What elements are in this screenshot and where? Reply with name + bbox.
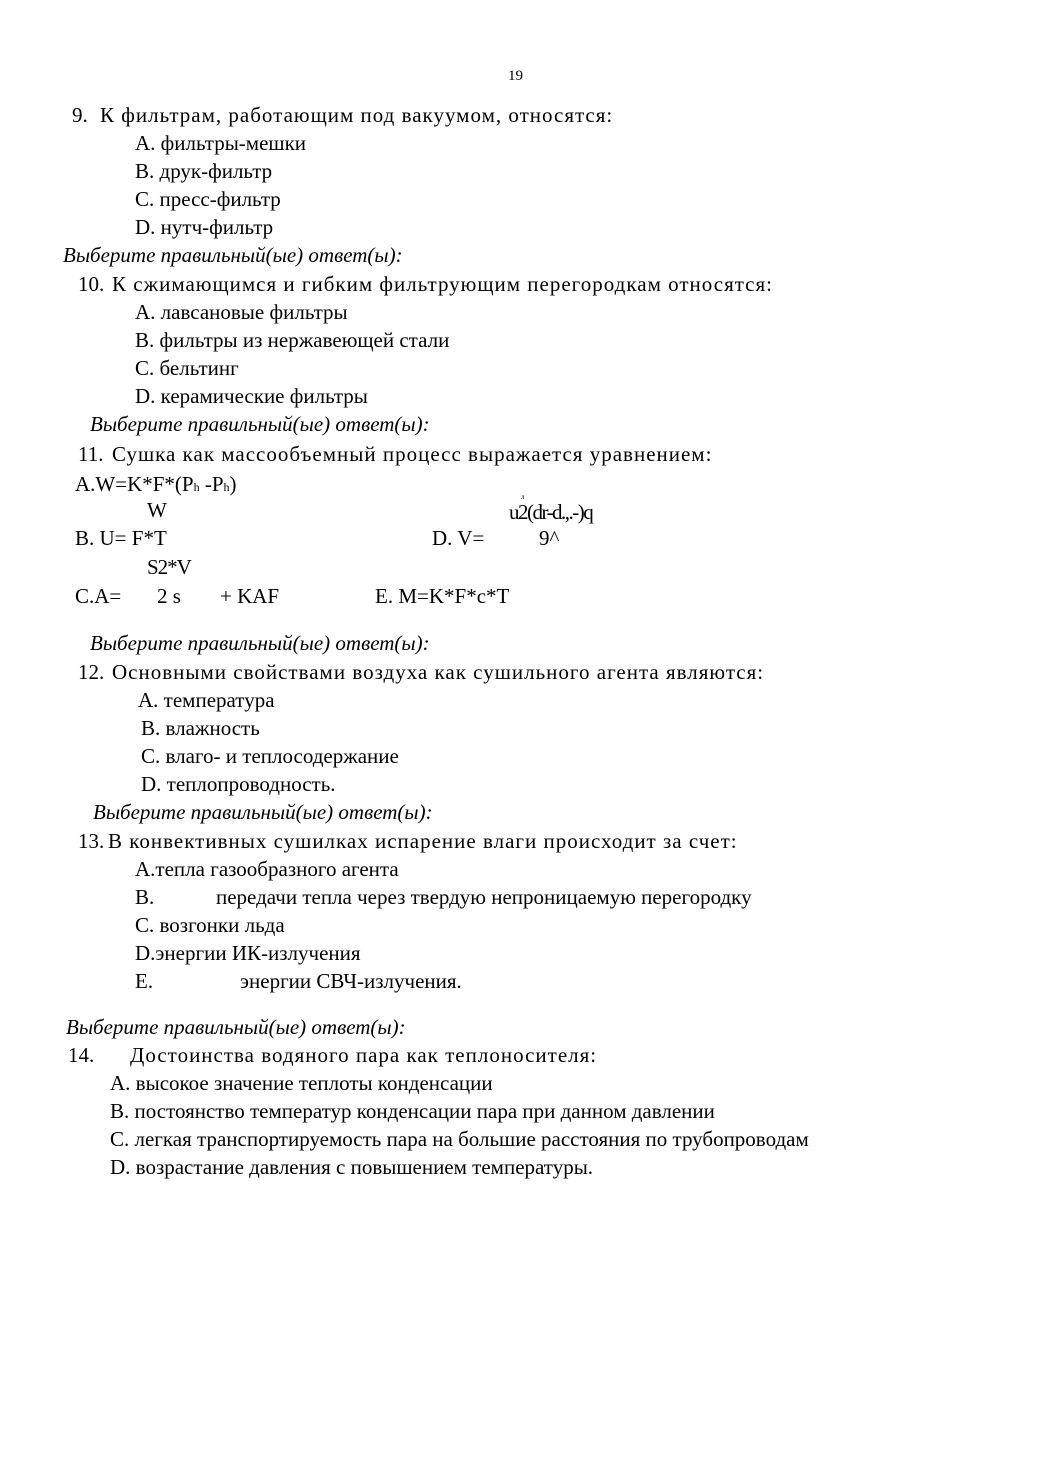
q10-option-c: C. бельтинг	[135, 356, 239, 380]
question-11-text: Сушка как массообъемный процесс выражается уравнением:	[112, 442, 713, 466]
formula-c-denominator: 2 s	[157, 584, 181, 608]
q9-option-b: B. друк-фильтр	[135, 159, 273, 183]
q12-option-a: A. температура	[138, 688, 275, 712]
q9-option-d: D. нутч-фильтр	[135, 215, 274, 239]
formula-b-numerator: W	[147, 498, 167, 522]
formula-a-sub-1: h	[193, 480, 200, 494]
answer-prompt: Выберите правильный(ые) ответ(ы):	[90, 412, 430, 436]
q14-option-c: C. легкая транспортируемость пара на большие расстояния по трубопроводам	[110, 1127, 809, 1151]
question-11-number: 11.	[78, 442, 104, 466]
answer-prompt: Выберите правильный(ые) ответ(ы):	[66, 1015, 406, 1039]
q10-option-d: D. керамические фильтры	[135, 384, 368, 408]
formula-a-main: A.W=K*F*(P	[75, 472, 194, 496]
question-9-number: 9.	[72, 103, 88, 127]
q13-option-b-letter: B.	[135, 885, 155, 909]
formula-d-mark: л	[521, 493, 525, 501]
answer-prompt: Выберите правильный(ые) ответ(ы):	[63, 243, 403, 267]
formula-a-end: )	[229, 472, 237, 496]
formula-b: B. U= F*T	[75, 526, 167, 550]
q12-option-c: C. влаго- и теплосодержание	[141, 744, 399, 768]
formula-a-mid: -P	[199, 472, 224, 496]
answer-prompt: Выберите правильный(ые) ответ(ы):	[93, 800, 433, 824]
q10-option-a: A. лавсановые фильтры	[135, 300, 348, 324]
question-10-text: К сжимающимся и гибким фильтрующим перегородкам относятся:	[112, 272, 773, 296]
q14-option-d: D. возрастание давления с повышением температуры.	[110, 1155, 594, 1179]
q13-option-e-letter: E.	[135, 969, 154, 993]
q13-option-e-text: энергии СВЧ-излучения.	[240, 969, 462, 993]
formula-d: D. V=	[432, 526, 485, 550]
question-14-text: Достоинства водяного пара как теплоносителя:	[130, 1043, 598, 1067]
question-10-number: 10.	[78, 272, 105, 296]
q14-option-a: A. высокое значение теплоты конденсации	[110, 1071, 493, 1095]
question-12-text: Основными свойствами воздуха как сушильного агента являются:	[112, 660, 765, 684]
q9-option-a: A. фильтры-мешки	[135, 131, 307, 155]
q12-option-d: D. теплопроводность.	[141, 772, 336, 796]
formula-a	[75, 472, 237, 499]
q13-option-c: C. возгонки льда	[135, 913, 285, 937]
answer-prompt: Выберите правильный(ые) ответ(ы):	[90, 631, 430, 655]
question-12-number: 12.	[78, 660, 105, 684]
formula-c-numerator: S2*V	[147, 555, 191, 579]
question-13-text: В конвективных сушилках испарение влаги происходит за счет:	[108, 829, 738, 853]
question-14-number: 14.	[68, 1043, 95, 1067]
formula-c-right: + KAF	[220, 584, 280, 608]
question-13-number: 13.	[78, 829, 105, 853]
q14-option-b: B. постоянство температур конденсации пара при данном давлении	[110, 1099, 715, 1123]
q12-option-b: B. влажность	[141, 716, 260, 740]
q13-option-b-text: передачи тепла через твердую непроницаемую перегородку	[216, 885, 752, 909]
q9-option-c: C. пресс-фильтр	[135, 187, 281, 211]
formula-d-numerator: u2(dr-d.,.-)q	[509, 500, 593, 524]
formula-a-sub-2: h	[223, 480, 230, 494]
q13-option-a: A.тепла газообразного агента	[135, 857, 399, 881]
q10-option-b: B. фильтры из нержавеющей стали	[135, 328, 450, 352]
formula-c-left: C.A=	[75, 584, 122, 608]
formula-d-denominator: 9^	[539, 526, 560, 550]
q13-option-d: D.энергии ИК-излучения	[135, 941, 361, 965]
question-9-text: К фильтрам, работающим под вакуумом, относятся:	[100, 103, 614, 127]
page-number: 19	[508, 68, 523, 84]
formula-e: E. M=K*F*c*T	[375, 584, 510, 608]
